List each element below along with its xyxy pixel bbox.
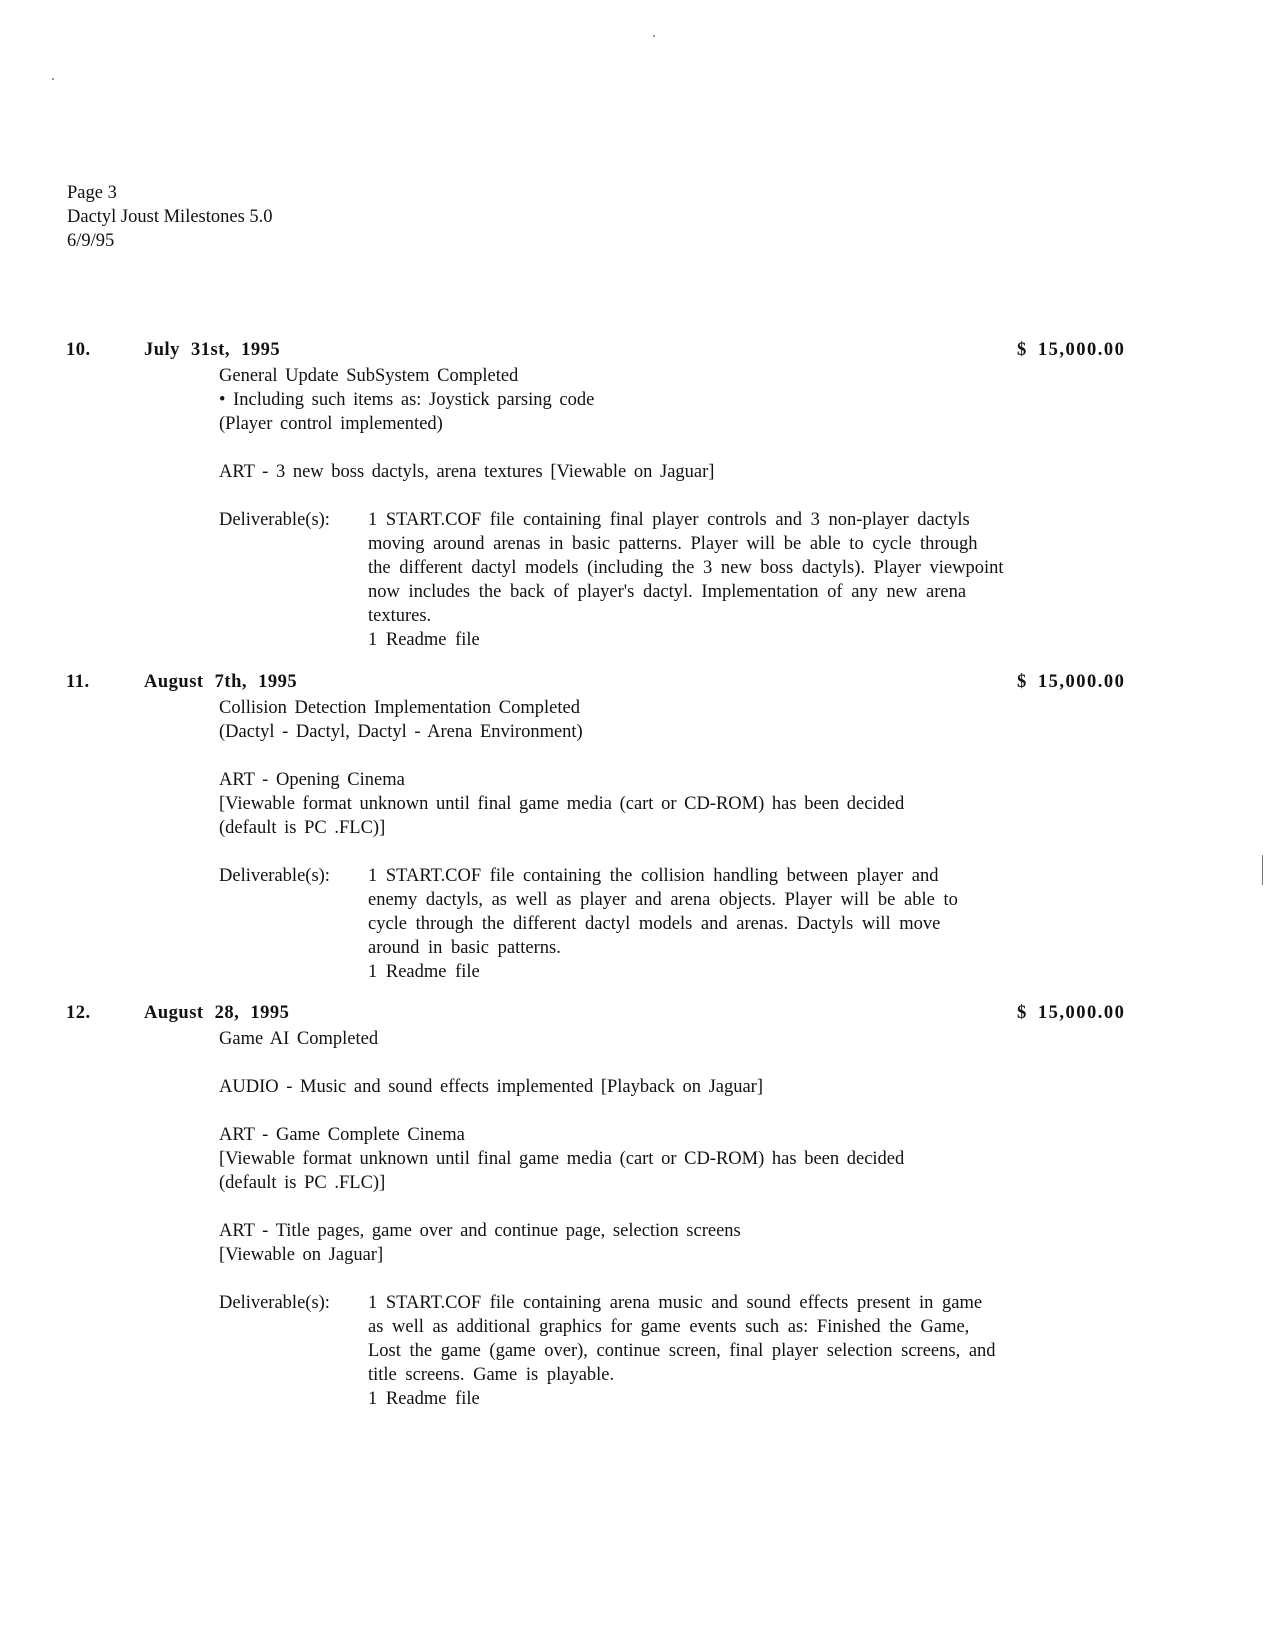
deliverable-line: 1 START.COF file containing final player controls and 3 non-player dactyls — [368, 510, 970, 530]
scan-speck — [52, 78, 54, 80]
milestone-description — [219, 364, 1275, 484]
spacer — [219, 1099, 1275, 1123]
deliverable-line: the different dactyl models (including the 3 new boss dactyls). Player viewpoint — [368, 558, 1004, 578]
spacer — [219, 744, 1275, 768]
milestone-description — [219, 696, 1275, 840]
description-line: [Viewable format unknown until final game media (cart or CD-ROM) has been decided — [219, 1149, 905, 1169]
milestone-11 — [0, 670, 1275, 984]
description-line: Collision Detection Implementation Completed — [219, 698, 580, 718]
deliverables-label: Deliverable(s): — [219, 510, 330, 530]
deliverable-line: Lost the game (game over), continue screen, final player selection screens, and — [368, 1341, 996, 1361]
deliverables-label: Deliverable(s): — [219, 1293, 330, 1313]
milestone-number: 11. — [66, 672, 90, 692]
description-line: (default is PC .FLC)] — [219, 1173, 386, 1193]
deliverable-line: 1 START.COF file containing the collision handling between player and — [368, 866, 939, 886]
scan-speck — [653, 35, 655, 37]
description-line: General Update SubSystem Completed — [219, 366, 519, 386]
spacer — [0, 1267, 1275, 1291]
page-number: Page 3 — [67, 183, 117, 203]
milestone-description — [219, 1027, 1275, 1267]
description-line: ART - Opening Cinema — [219, 770, 405, 790]
milestone-number: 12. — [66, 1003, 91, 1023]
description-line: (Dactyl - Dactyl, Dactyl - Arena Environment) — [219, 722, 583, 742]
milestone-date: August 7th, 1995 — [144, 672, 298, 692]
description-line: • Including such items as: Joystick parsing code — [219, 390, 595, 410]
deliverables-text — [368, 508, 1275, 652]
milestone-heading — [0, 670, 1275, 696]
description-line: (default is PC .FLC)] — [219, 818, 386, 838]
description-line: AUDIO - Music and sound effects implemented [Playback on Jaguar] — [219, 1077, 764, 1097]
deliverable-line: 1 Readme file — [368, 630, 480, 650]
description-line: ART - 3 new boss dactyls, arena textures [Viewable on Jaguar] — [219, 462, 715, 482]
deliverable-line: title screens. Game is playable. — [368, 1365, 615, 1385]
milestone-number: 10. — [66, 340, 91, 360]
milestone-date: August 28, 1995 — [144, 1003, 290, 1023]
spacer — [219, 1195, 1275, 1219]
deliverable-line: as well as additional graphics for game events such as: Finished the Game, — [368, 1317, 970, 1337]
spacer — [219, 436, 1275, 460]
deliverable-line: 1 START.COF file containing arena music and sound effects present in game — [368, 1293, 983, 1313]
deliverable-line: 1 Readme file — [368, 962, 480, 982]
deliverables-label: Deliverable(s): — [219, 866, 330, 886]
document-title: Dactyl Joust Milestones 5.0 — [67, 207, 273, 227]
deliverable-line: now includes the back of player's dactyl. Implementation of any new arena — [368, 582, 967, 602]
page-header — [67, 181, 273, 253]
description-line: Game AI Completed — [219, 1029, 379, 1049]
description-line: [Viewable on Jaguar] — [219, 1245, 384, 1265]
description-line: ART - Title pages, game over and continue page, selection screens — [219, 1221, 741, 1241]
deliverables — [0, 1291, 1275, 1411]
deliverables-text — [368, 864, 1275, 984]
description-line: ART - Game Complete Cinema — [219, 1125, 465, 1145]
spacer — [0, 484, 1275, 508]
deliverables-text — [368, 1291, 1275, 1411]
deliverables — [0, 864, 1275, 984]
deliverable-line: cycle through the different dactyl models and arenas. Dactyls will move — [368, 914, 941, 934]
spacer — [0, 840, 1275, 864]
spacer — [219, 1051, 1275, 1075]
deliverable-line: 1 Readme file — [368, 1389, 480, 1409]
document-date: 6/9/95 — [67, 231, 115, 251]
deliverable-line: moving around arenas in basic patterns. Player will be able to cycle through — [368, 534, 978, 554]
deliverable-line: around in basic patterns. — [368, 938, 561, 958]
description-line: [Viewable format unknown until final game media (cart or CD-ROM) has been decided — [219, 794, 905, 814]
milestone-amount: $ 15,000.00 — [1017, 340, 1126, 360]
milestone-amount: $ 15,000.00 — [1017, 1003, 1126, 1023]
deliverable-line: enemy dactyls, as well as player and arena objects. Player will be able to — [368, 890, 958, 910]
milestone-heading — [0, 1001, 1275, 1027]
description-line: (Player control implemented) — [219, 414, 443, 434]
milestone-12 — [0, 1001, 1275, 1411]
milestone-heading — [0, 338, 1275, 364]
milestone-date: July 31st, 1995 — [144, 340, 281, 360]
milestone-amount: $ 15,000.00 — [1017, 672, 1126, 692]
deliverables — [0, 508, 1275, 652]
milestone-10 — [0, 338, 1275, 652]
deliverable-line: textures. — [368, 606, 432, 626]
